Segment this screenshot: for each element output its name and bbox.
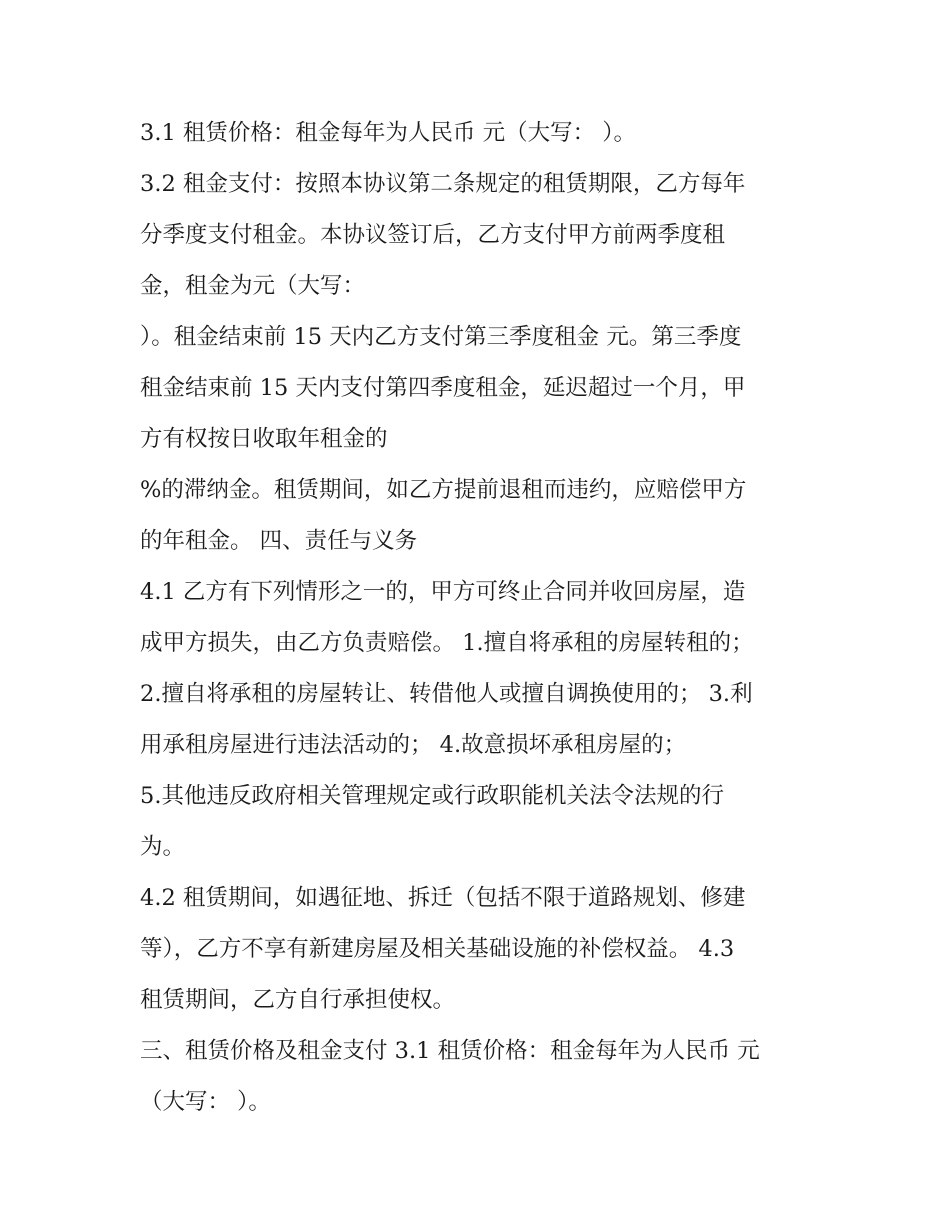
text-line: 租赁期间，乙方自行承担使权。 <box>140 987 456 1013</box>
text-line-clause-4-2: 4.2 租赁期间，如遇征地、拆迁（包括不限于道路规划、修建 <box>140 885 746 911</box>
text-line: 分季度支付租金。本协议签订后，乙方支付甲方前两季度租 <box>140 222 726 248</box>
text-line: 租金结束前 15 天内支付第四季度租金，延迟超过一个月，甲 <box>140 375 746 401</box>
text-line: 用承租房屋进行违法活动的； 4.故意损坏承租房屋的； <box>140 732 687 758</box>
text-line: 为。 <box>140 834 186 860</box>
text-line-section-heading: 的年租金。 四、责任与义务 <box>140 528 418 554</box>
text-line: 成甲方损失，由乙方负责赔偿。 1.擅自将承租的房屋转租的； <box>140 630 754 656</box>
text-line-section-three: 三、租赁价格及租金支付 3.1 租赁价格：租金每年为人民币 元 <box>140 1038 760 1064</box>
text-line-rent-price: 3.1 租赁价格：租金每年为人民币 元（大写： ）。 <box>140 120 636 146</box>
text-line: 方有权按日收取年租金的 <box>140 426 388 452</box>
text-line: 5.其他违反政府相关管理规定或行政职能机关法令法规的行 <box>140 783 724 809</box>
text-line: 金，租金为元（大写： <box>140 273 366 299</box>
contract-text <box>140 108 820 1128</box>
text-line-clause-4-1: 4.1 乙方有下列情形之一的，甲方可终止合同并收回房屋，造 <box>140 579 746 605</box>
text-line: 等），乙方不享有新建房屋及相关基础设施的补偿权益。 4.3 <box>140 936 735 962</box>
text-line: %的滞纳金。租赁期间，如乙方提前退租而违约，应赔偿甲方 <box>140 477 747 503</box>
text-line-rent-payment: 3.2 租金支付：按照本协议第二条规定的租赁期限，乙方每年 <box>140 171 746 197</box>
text-line: （大写： ）。 <box>140 1089 271 1115</box>
text-line: ）。租金结束前 15 天内乙方支付第三季度租金 元。第三季度 <box>140 324 742 350</box>
text-line: 2.擅自将承租的房屋转让、转借他人或擅自调换使用的； 3.利 <box>140 681 753 707</box>
